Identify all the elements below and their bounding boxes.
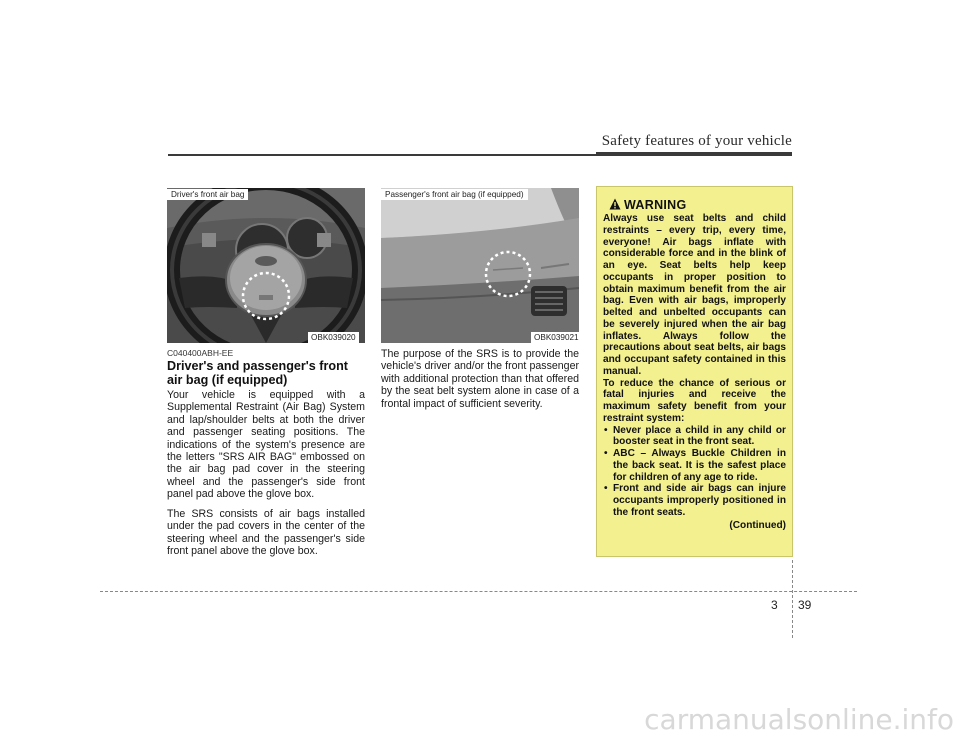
- driver-airbag-figure-code: OBK039020: [308, 332, 359, 343]
- passenger-airbag-figure: [381, 188, 579, 343]
- bullet-icon: •: [604, 448, 608, 459]
- section-title: Safety features of your vehicle: [601, 133, 792, 149]
- article-paragraph-3: The purpose of the SRS is to provide the vehicle's driver and/or the front passenger with additional protection than that offered by the seat belt system alone in case of a frontal impact of sufficient severity.: [381, 348, 579, 410]
- warning-list-item: • Front and side air bags can injure occupants improperly positioned in the front seats.: [604, 483, 786, 518]
- bullet-icon: •: [604, 424, 608, 436]
- footer-divider: [792, 560, 793, 638]
- article-heading: Driver's and passenger's front air bag (if equipped): [167, 359, 348, 387]
- footer-rule: [100, 591, 857, 592]
- document-code: C040400ABH-EE: [167, 348, 234, 358]
- warning-paragraph-2: To reduce the chance of serious or fatal injuries and receive the maximum safety benefit from your restraint system:: [603, 377, 786, 424]
- driver-airbag-caption: Driver's front air bag: [167, 189, 248, 200]
- steering-wheel-airbag-illustration: [167, 188, 365, 343]
- warning-continued: (Continued): [729, 519, 786, 531]
- warning-list: [603, 425, 786, 519]
- chapter-number: 3: [771, 598, 778, 612]
- page-number: 39: [798, 598, 812, 612]
- passenger-airbag-figure-code: OBK039021: [531, 332, 582, 343]
- warning-body: [603, 213, 786, 531]
- passenger-airbag-caption: Passenger's front air bag (if equipped): [381, 189, 528, 200]
- bullet-icon: •: [604, 483, 608, 495]
- warning-list-item: • Never place a child in any child or booster seat in the front seat.: [604, 424, 786, 448]
- driver-airbag-figure: [167, 188, 365, 343]
- warning-list-item: • ABC – Always Buckle Children in the back seat. It is the safest place for children of any age to ride.: [604, 448, 786, 483]
- article-paragraph-2: The SRS consists of air bags installed under the pad covers in the center of the steering wheel and the passenger's side front panel above the glove box.: [167, 508, 365, 558]
- header-rule-accent: [596, 152, 792, 156]
- warning-paragraph-1: Always use seat belts and child restraints – every trip, every time, everyone! Air bags inflate with considerable force and in the blink of an eye. Seat belts help keep occupants in proper position to obtain maximum benefit from the air bag. Even with air bags, improperly belted and unbelted occupants can be severely injured when the air bag inflates. Always follow the precautions about seat belts, air bags and occupant safety contained in this manual.: [603, 213, 786, 377]
- watermark: carmanualsonline.info: [644, 703, 954, 736]
- warning-title: WARNING: [624, 198, 687, 212]
- article-paragraph-1: Your vehicle is equipped with a Supplemental Restraint (Air Bag) System and lap/shoulder belts at both the driver and passenger seating positions. The indications of the system's presence are the letters "SRS AIR BAG" embossed on the air bag pad cover in the steering wheel and the passenger's side front panel pad above the glove box.: [167, 389, 365, 501]
- dashboard-airbag-illustration: [381, 188, 579, 343]
